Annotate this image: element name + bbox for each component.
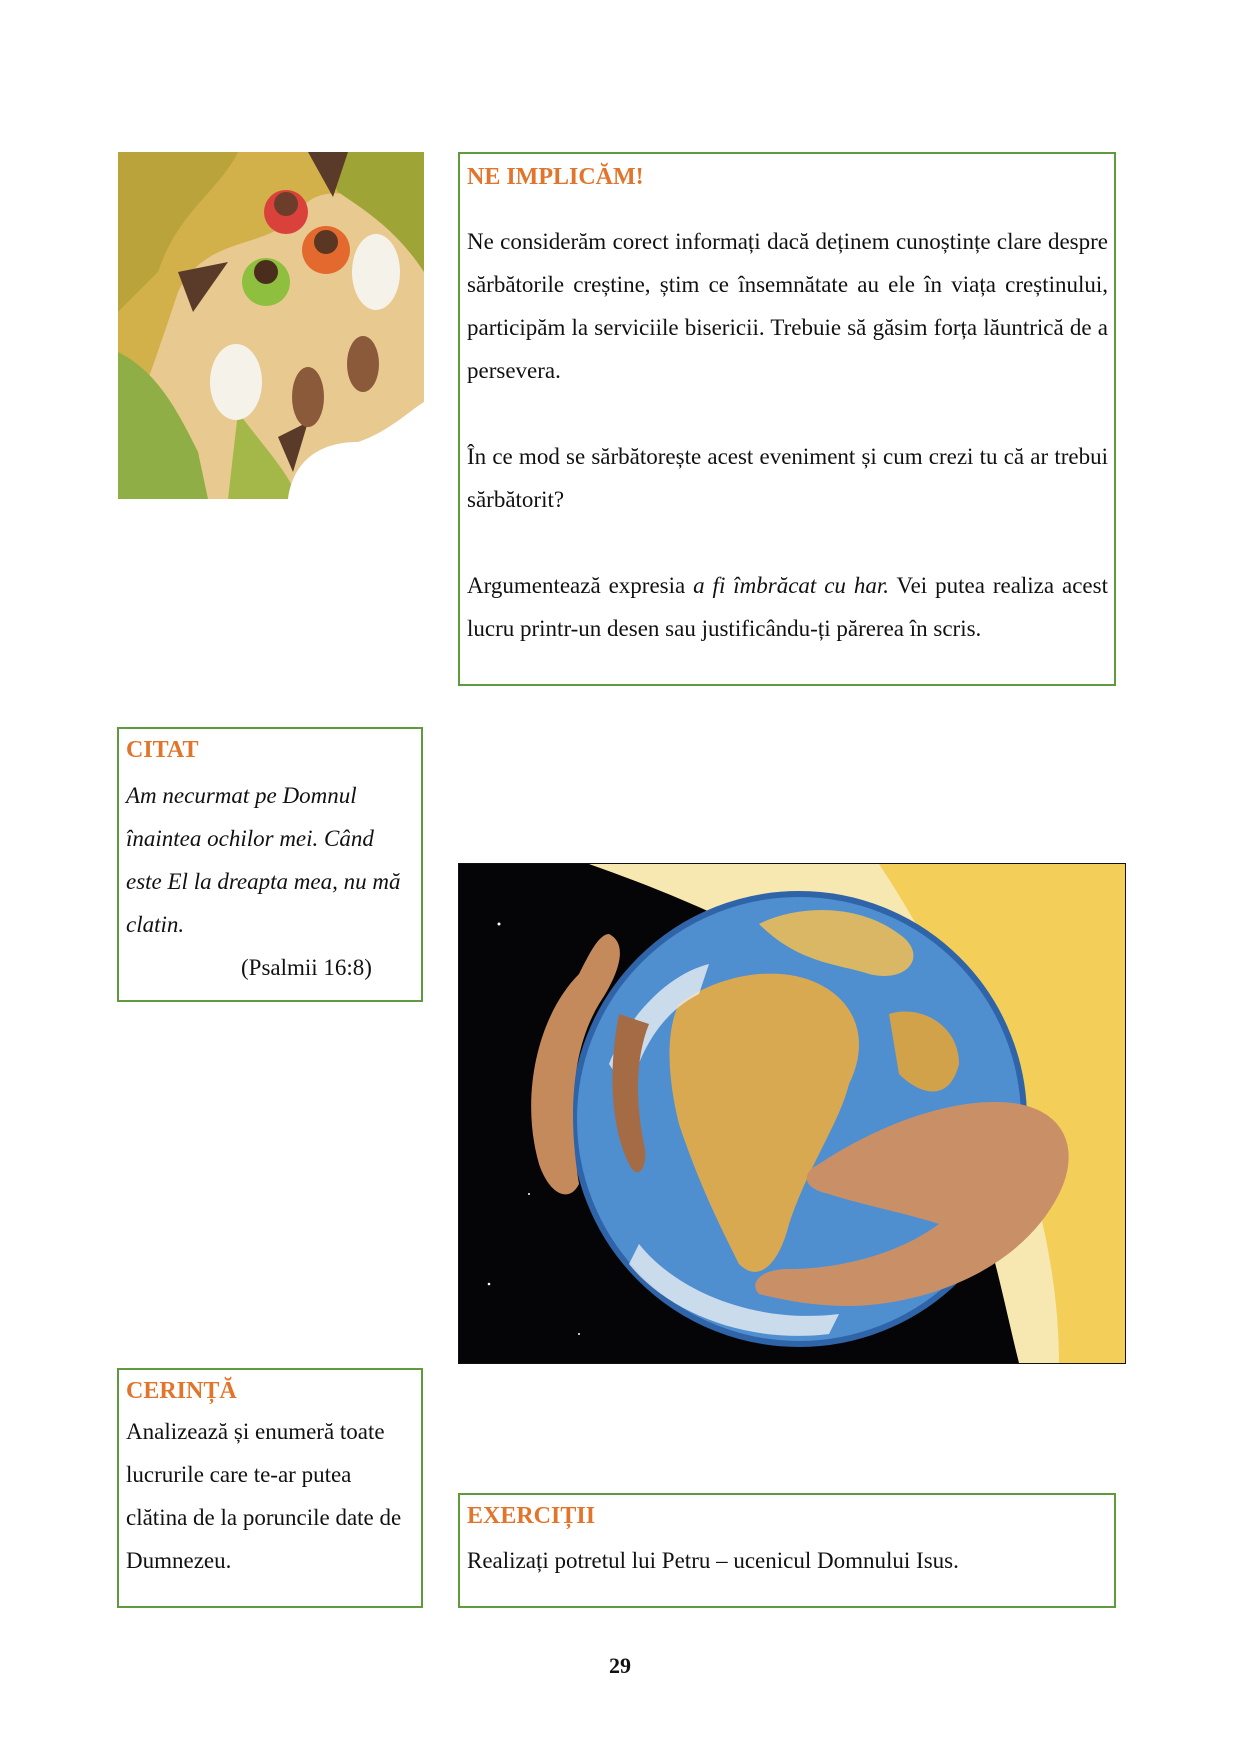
citat-heading: CITAT (126, 737, 199, 763)
exercitii-heading: EXERCIȚII (467, 1503, 596, 1529)
cerinta-box (117, 1368, 423, 1608)
cerinta-heading: CERINȚĂ (126, 1378, 237, 1404)
illustration-disciples-from-above (118, 152, 424, 499)
page-number: 29 (609, 1653, 631, 1678)
ne-implicam-p3-after: Vei putea realiza acest lucru printr-un desen sau justificându-ți părerea în scris. (467, 573, 1108, 641)
ne-implicam-paragraph-3 (467, 564, 1108, 650)
citat-box (117, 727, 423, 1002)
citat-reference: (Psalmii 16:8) (241, 955, 372, 980)
cerinta-text: Analizează și enumeră toate lucrurile care te-ar putea clătina de la poruncile date de Dumnezeu. (126, 1419, 402, 1573)
exercitii-text: Realizați potretul lui Petru – ucenicul Domnului Isus. (467, 1548, 959, 1573)
illustration-hands-holding-earth (458, 863, 1126, 1364)
ne-implicam-box (458, 152, 1116, 686)
ne-implicam-heading: NE IMPLICĂM! (467, 164, 644, 190)
exercitii-box (458, 1493, 1116, 1608)
ne-implicam-paragraph-1: Ne considerăm corect informați dacă deținem cunoștințe clare despre sărbătorile creștine, știm ce însemnătate au ele în viața creștinului, participăm la serviciile bisericii. Trebuie să găsim forța lăuntrică de a persevera. (467, 229, 1108, 383)
ne-implicam-p3-italic: a fi îmbrăcat cu har. (693, 573, 890, 598)
ne-implicam-p3-before: Argumentează expresia (467, 573, 694, 598)
citat-quote: Am necurmat pe Domnul înaintea ochilor mei. Când este El la dreapta mea, nu mă clatin. (126, 783, 401, 937)
ne-implicam-paragraph-2: În ce mod se sărbătorește acest eveniment și cum crezi tu că ar trebui sărbătorit? (467, 444, 1108, 512)
